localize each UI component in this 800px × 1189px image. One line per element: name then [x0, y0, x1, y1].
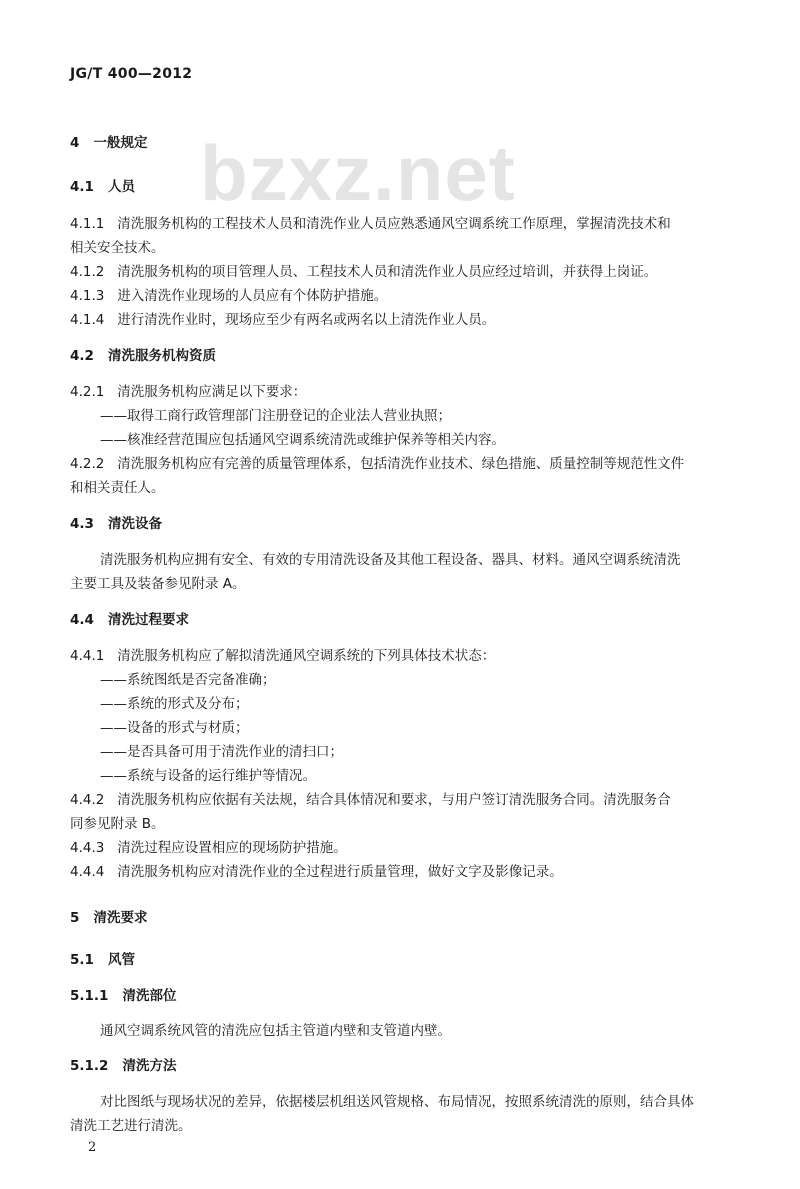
clause-4-1-1-cont: 相关安全技术。: [70, 240, 165, 256]
list-item: ——取得工商行政管理部门注册登记的企业法人营业执照；: [100, 408, 451, 424]
section-4-2-number: 4.2: [70, 348, 94, 364]
list-item: ——设备的形式与材质；: [100, 720, 249, 736]
clause-number: 4.4.2: [70, 792, 105, 808]
clause-text: 清洗服务机构的项目管理人员、工程技术人员和清洗作业人员应经过培训，并获得上岗证。: [117, 264, 658, 280]
clause-text: 清洗服务机构应了解拟清洗通风空调系统的下列具体技术状态：: [117, 648, 496, 664]
clause-text: 清洗过程应设置相应的现场防护措施。: [117, 840, 347, 856]
section-4-number: 4: [70, 135, 80, 151]
paragraph-cont: 清洗工艺进行清洗。: [70, 1118, 192, 1134]
section-4-4-number: 4.4: [70, 612, 94, 628]
section-4-1-heading: [70, 178, 135, 196]
section-4-4-heading: [70, 611, 189, 629]
watermark: bzxz.net: [200, 129, 516, 217]
clause-number: 4.4.1: [70, 648, 105, 664]
paragraph: 通风空调系统风管的清洗应包括主管道内壁和支管道内壁。: [100, 1023, 451, 1039]
clause-text: 清洗服务机构应对清洗作业的全过程进行质量管理，做好文字及影像记录。: [117, 864, 563, 880]
clause-4-2-2-cont: 和相关责任人。: [70, 480, 165, 496]
list-item: ——是否具备可用于清洗作业的清扫口；: [100, 744, 343, 760]
clause-4-4-2: [70, 791, 671, 809]
section-4-2-title: 清洗服务机构资质: [108, 348, 217, 364]
section-5-title: 清洗要求: [93, 910, 148, 926]
clause-4-1-2: [70, 263, 657, 281]
list-item: ——系统的形式及分布；: [100, 696, 249, 712]
section-5-1-1-title: 清洗部位: [122, 988, 177, 1004]
section-4-3-title: 清洗设备: [108, 516, 163, 532]
section-4-title: 一般规定: [93, 135, 148, 151]
clause-4-1-3: [70, 287, 387, 305]
clause-text: 清洗服务机构的工程技术人员和清洗作业人员应熟悉通风空调系统工作原理，掌握清洗技术和: [117, 216, 671, 232]
section-4-3-number: 4.3: [70, 516, 94, 532]
section-5-1-2-title: 清洗方法: [122, 1058, 177, 1074]
clause-number: 4.4.3: [70, 840, 105, 856]
section-5-1-heading: [70, 951, 135, 969]
paragraph-cont: 主要工具及装备参见附录 A。: [70, 576, 246, 592]
clause-4-4-3: [70, 839, 347, 857]
clause-number: 4.1.3: [70, 288, 105, 304]
clause-number: 4.1.2: [70, 264, 105, 280]
section-4-4-title: 清洗过程要求: [108, 612, 190, 628]
clause-text: 进入清洗作业现场的人员应有个体防护措施。: [117, 288, 388, 304]
clause-4-1-4: [70, 311, 495, 329]
section-4-2-heading: [70, 347, 216, 365]
list-item: ——系统图纸是否完备准确；: [100, 672, 276, 688]
clause-text: 进行清洗作业时，现场应至少有两名或两名以上清洗作业人员。: [117, 312, 496, 328]
list-item: ——系统与设备的运行维护等情况。: [100, 768, 316, 784]
section-5-1-title: 风管: [108, 952, 136, 968]
clause-4-2-1: [70, 383, 306, 401]
section-4-3-heading: [70, 515, 162, 533]
paragraph: 清洗服务机构应拥有安全、有效的专用清洗设备及其他工程设备、器具、材料。通风空调系统清洗: [100, 552, 681, 568]
clause-number: 4.1.4: [70, 312, 105, 328]
section-4-1-title: 人员: [108, 179, 136, 195]
clause-4-4-1: [70, 647, 495, 665]
standard-code: JG/T 400—2012: [70, 66, 193, 82]
clause-number: 4.1.1: [70, 216, 105, 232]
section-5-1-2-number: 5.1.2: [70, 1058, 109, 1074]
paragraph: 对比图纸与现场状况的差异，依据楼层机组送风管规格、布局情况，按照系统清洗的原则，结合具体: [100, 1094, 694, 1110]
clause-number: 4.2.1: [70, 384, 105, 400]
clause-text: 清洗服务机构应满足以下要求：: [117, 384, 307, 400]
section-5-heading: [70, 909, 148, 927]
clause-text: 清洗服务机构应依据有关法规，结合具体情况和要求，与用户签订清洗服务合同。清洗服务合: [117, 792, 671, 808]
clause-number: 4.2.2: [70, 456, 105, 472]
clause-text: 清洗服务机构应有完善的质量管理体系，包括清洗作业技术、绿色措施、质量控制等规范性文件: [117, 456, 685, 472]
section-4-heading: [70, 134, 148, 152]
section-4-1-number: 4.1: [70, 179, 94, 195]
section-5-1-2-heading: [70, 1057, 177, 1075]
section-5-1-1-number: 5.1.1: [70, 988, 109, 1004]
section-5-number: 5: [70, 910, 80, 926]
list-item: ——核准经营范围应包括通风空调系统清洗或维护保养等相关内容。: [100, 432, 505, 448]
clause-4-4-2-cont: 同参见附录 B。: [70, 816, 165, 832]
section-5-1-1-heading: [70, 987, 177, 1005]
page-number: 2: [88, 1140, 97, 1155]
clause-4-4-4: [70, 863, 563, 881]
clause-4-2-2: [70, 455, 684, 473]
section-5-1-number: 5.1: [70, 952, 94, 968]
clause-number: 4.4.4: [70, 864, 105, 880]
clause-4-1-1: [70, 215, 671, 233]
